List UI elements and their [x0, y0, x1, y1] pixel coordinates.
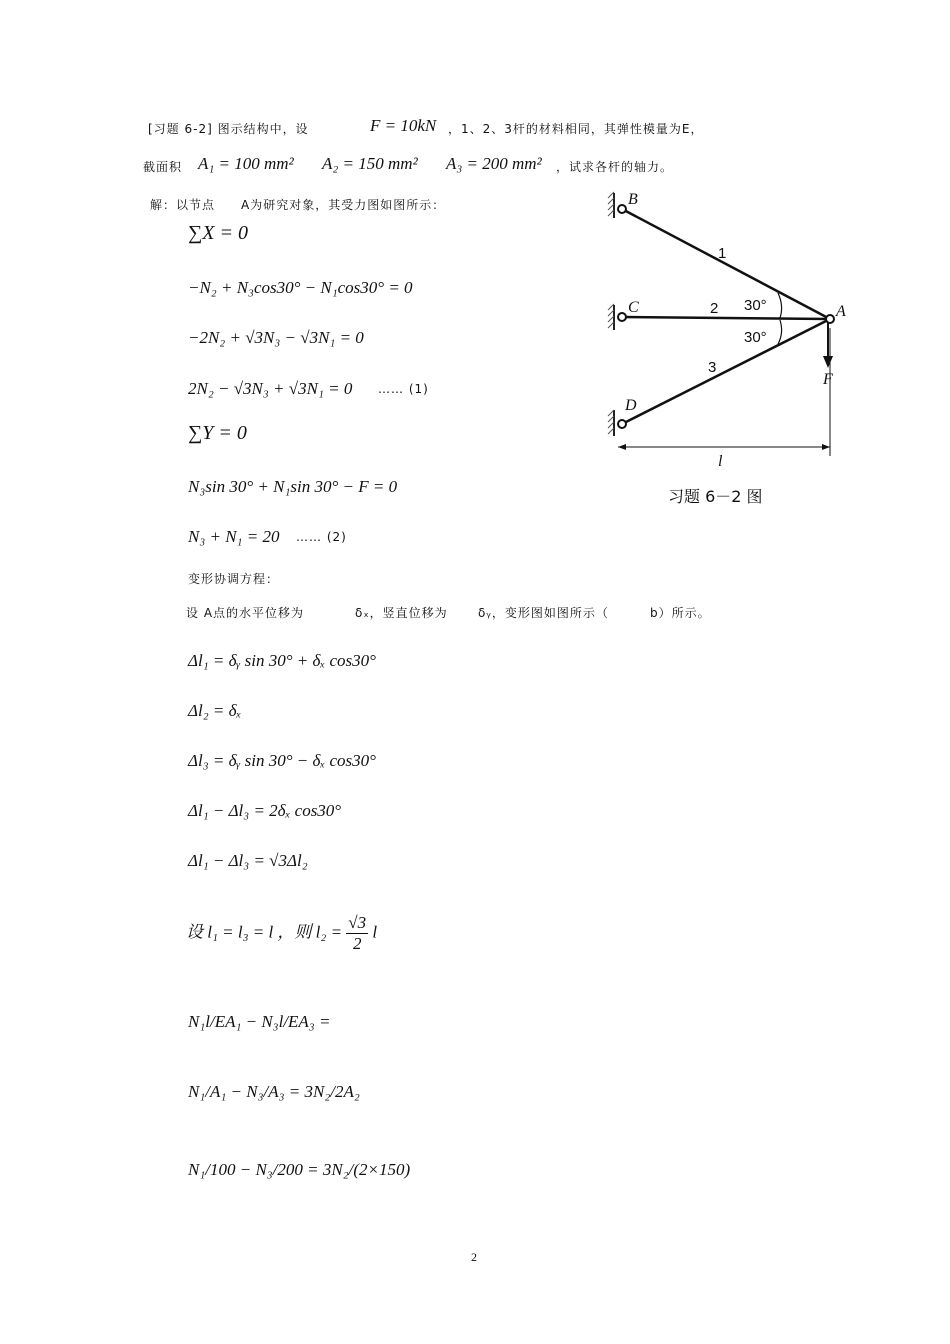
deform-eq-1: Δl₁ = δᵧ sin 30° + δₓ cos30° — [188, 651, 376, 670]
compat-text-d: b）所示。 — [650, 606, 711, 620]
deform-eq-3: Δl₃ = δᵧ sin 30° − δₓ cos30° — [188, 751, 376, 770]
solution-intro-cont: A为研究对象，其受力图如图所示： — [241, 198, 446, 212]
label-c: C — [628, 299, 639, 316]
pin-b — [618, 205, 626, 213]
problem-intro-cont: ，1、2、3杆的材料相同，其弹性模量为E， — [448, 122, 704, 136]
angle-arc-bottom — [778, 320, 782, 344]
pin-d — [618, 420, 626, 428]
equation-tag-1: …… (1) — [378, 382, 429, 396]
pin-c — [618, 313, 626, 321]
fraction-numerator: √3 — [348, 913, 367, 932]
member-2 — [622, 317, 830, 319]
label-member-2: 2 — [710, 300, 719, 317]
sqrt3-over-2-fraction — [346, 913, 368, 954]
area-a3: A₃ = 200 mm² — [446, 154, 542, 173]
compat-text-a: 设 A点的水平位移为 — [186, 606, 305, 620]
member-1 — [622, 209, 830, 319]
length-relation-post: l — [372, 922, 378, 942]
equation-4: N₃sin 30° + N₁sin 30° − F = 0 — [188, 477, 398, 496]
equation-5: N₃ + N₁ = 20 — [188, 527, 280, 546]
sum-y-eq: ∑Y = 0 — [188, 422, 247, 444]
label-angle-1: 30° — [744, 297, 767, 314]
force-value: F = 10kN — [370, 116, 437, 135]
problem-request: ，试求各杆的轴力。 — [556, 160, 674, 174]
label-d: D — [625, 397, 637, 414]
label-length: l — [718, 453, 723, 470]
problem-intro: [习题 6-2] 图示结构中，设 — [148, 122, 309, 136]
fraction-eq-2: N₁/A₁ − N₃/A₃ = 3N₂/2A₂ — [188, 1082, 360, 1101]
deform-eq-5: Δl₁ − Δl₃ = √3Δl₂ — [188, 851, 308, 870]
figure-caption: 习题 6－2 图 — [668, 487, 763, 506]
label-a: A — [836, 303, 846, 320]
page-number: 2 — [471, 1250, 477, 1264]
equation-2: −2N₂ + √3N₃ − √3N₁ = 0 — [188, 328, 364, 347]
member-3 — [622, 319, 830, 424]
label-f: F — [823, 371, 833, 388]
equation-tag-2: …… (2) — [296, 530, 347, 544]
fraction-eq-3: N₁/100 − N₃/200 = 3N₂/(2×150) — [188, 1160, 411, 1179]
compat-title: 变形协调方程： — [188, 572, 280, 586]
pin-a — [826, 315, 834, 323]
deform-eq-4: Δl₁ − Δl₃ = 2δₓ cos30° — [188, 801, 342, 820]
label-member-3: 3 — [708, 359, 717, 376]
wall-supports — [608, 192, 614, 436]
truss-figure — [598, 188, 858, 518]
equation-1: −N₂ + N₃cos30° − N₁cos30° = 0 — [188, 278, 413, 297]
area-label: 截面积 — [143, 160, 183, 174]
fraction-denominator: 2 — [352, 934, 362, 953]
label-member-1: 1 — [718, 245, 727, 262]
length-relation — [186, 913, 377, 954]
label-b: B — [628, 191, 638, 208]
label-angle-2: 30° — [744, 329, 767, 346]
fraction-eq-1-left: N₁l/EA₁ − N₃l/EA₃ = — [188, 1012, 331, 1031]
length-relation-pre: 设 l₁ = l₃ = l ，则 l₂ = — [186, 922, 347, 942]
compat-text-c: δᵧ，变形图如图所示（ — [478, 606, 609, 620]
area-a1: A₁ = 100 mm² — [198, 154, 294, 173]
equation-3: 2N₂ − √3N₃ + √3N₁ = 0 — [188, 379, 353, 398]
deform-eq-2: Δl₂ = δₓ — [188, 701, 242, 720]
angle-arc-top — [778, 293, 782, 318]
solution-intro: 解：以节点 — [150, 198, 216, 212]
compat-text-b: δₓ，竖直位移为 — [355, 606, 448, 620]
sum-x-eq: ∑X = 0 — [188, 222, 248, 244]
area-a2: A₂ = 150 mm² — [322, 154, 418, 173]
force-arrowhead — [823, 356, 833, 368]
